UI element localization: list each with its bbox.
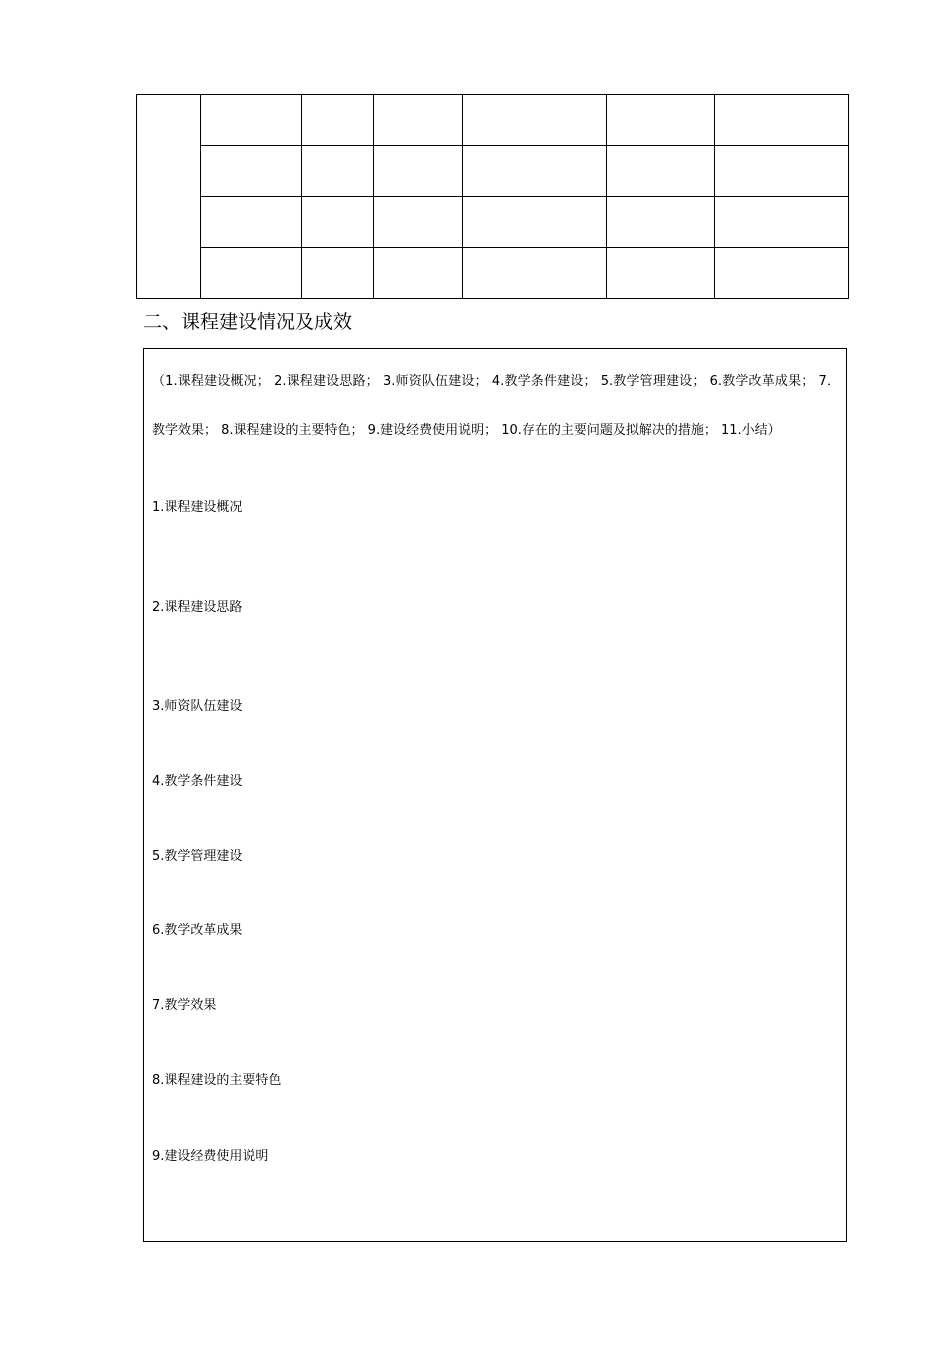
section-heading: 二、课程建设情况及成效 [143,311,353,333]
table-cell [201,95,302,146]
item-title: 7.教学效果 [152,998,217,1013]
content-box [143,348,847,1242]
table-cell [715,248,849,299]
table-row [137,248,849,299]
table-merged-cell [137,95,201,299]
table-cell [302,248,374,299]
item-title: 3.师资队伍建设 [152,699,243,714]
table-cell [201,248,302,299]
table-cell [607,197,715,248]
table-row [137,95,849,146]
top-table [136,94,849,299]
table-cell [374,248,463,299]
table-cell [374,95,463,146]
item-title: 2.课程建设思路 [152,600,243,615]
table-cell [607,248,715,299]
table-cell [302,146,374,197]
instructions-text: （1.课程建设概况； 2.课程建设思路； 3.师资队伍建设； 4.教学条件建设； 5.教学管理建设； 6.教学改革成果； 7．教学效果； 8.课程建设的主要特色； 9.建设经费使用说明； 10.存在的主要问题及拟解决的措施； 11.小结） [152,374,840,438]
table-cell [302,95,374,146]
table-cell [463,197,607,248]
table-cell [715,197,849,248]
item-title: 9.建设经费使用说明 [152,1149,269,1164]
item-title: 1.课程建设概况 [152,500,243,515]
table-cell [201,197,302,248]
table-cell [463,146,607,197]
table-row [137,197,849,248]
table-cell [374,197,463,248]
item-title: 6.教学改革成果 [152,923,243,938]
table-cell [302,197,374,248]
table-cell [715,95,849,146]
table-cell [607,95,715,146]
table-cell [715,146,849,197]
item-title: 5.教学管理建设 [152,849,243,864]
item-title: 4.教学条件建设 [152,774,243,789]
table-cell [463,248,607,299]
table-cell [201,146,302,197]
table-cell [463,95,607,146]
table-row [137,146,849,197]
table-cell [374,146,463,197]
table-cell [607,146,715,197]
item-title: 8.课程建设的主要特色 [152,1073,282,1088]
